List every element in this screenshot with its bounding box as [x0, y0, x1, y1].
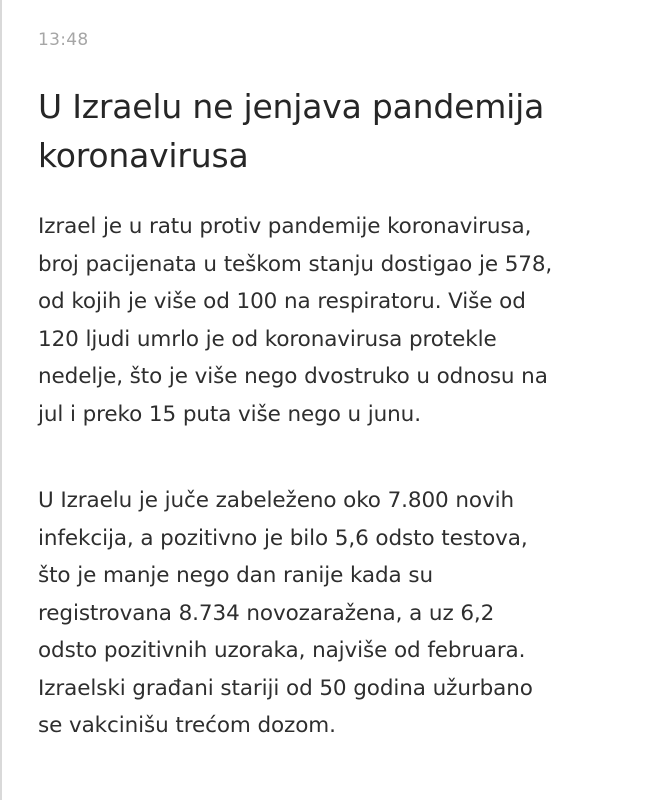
paragraph-line: što je manje nego dan ranije kada su — [38, 563, 433, 588]
paragraph-line: Izrael je u ratu protiv pandemije koronavirusa, — [38, 214, 532, 239]
paragraph-line: infekcija, a pozitivno je bilo 5,6 odsto testova, — [38, 525, 528, 551]
paragraph-line: se vakcinišu trećom dozom. — [38, 713, 336, 738]
left-border-line — [0, 0, 2, 800]
article-paragraph-2 — [38, 482, 638, 745]
paragraph-line: jul i preko 15 puta više nego u junu. — [38, 401, 421, 427]
paragraph-line: U Izraelu je juče zabeleženo oko 7.800 novih — [38, 488, 514, 513]
headline-line: U Izraelu ne jenjava pandemija — [38, 87, 545, 126]
paragraph-line: 120 ljudi umrlo je od koronavirusa protekle — [38, 326, 497, 352]
article-paragraph-1 — [38, 208, 638, 433]
paragraph-line: nedelje, što je više nego dvostruko u odnosu na — [38, 364, 548, 389]
article-timestamp: 13:48 — [38, 30, 89, 50]
paragraph-line: broj pacijenata u teškom stanju dostigao je 578, — [38, 251, 553, 277]
headline-line: koronavirusa — [38, 136, 249, 175]
paragraph-line: od kojih je više od 100 na respiratoru. Više od — [38, 289, 526, 314]
paragraph-line: registrovana 8.734 novozaražena, a uz 6,2 — [38, 600, 495, 626]
paragraph-line: Izraelski građani stariji od 50 godina užurbano — [38, 675, 533, 701]
article-headline[interactable] — [38, 82, 638, 180]
paragraph-line: odsto pozitivnih uzoraka, najviše od februara. — [38, 638, 526, 663]
